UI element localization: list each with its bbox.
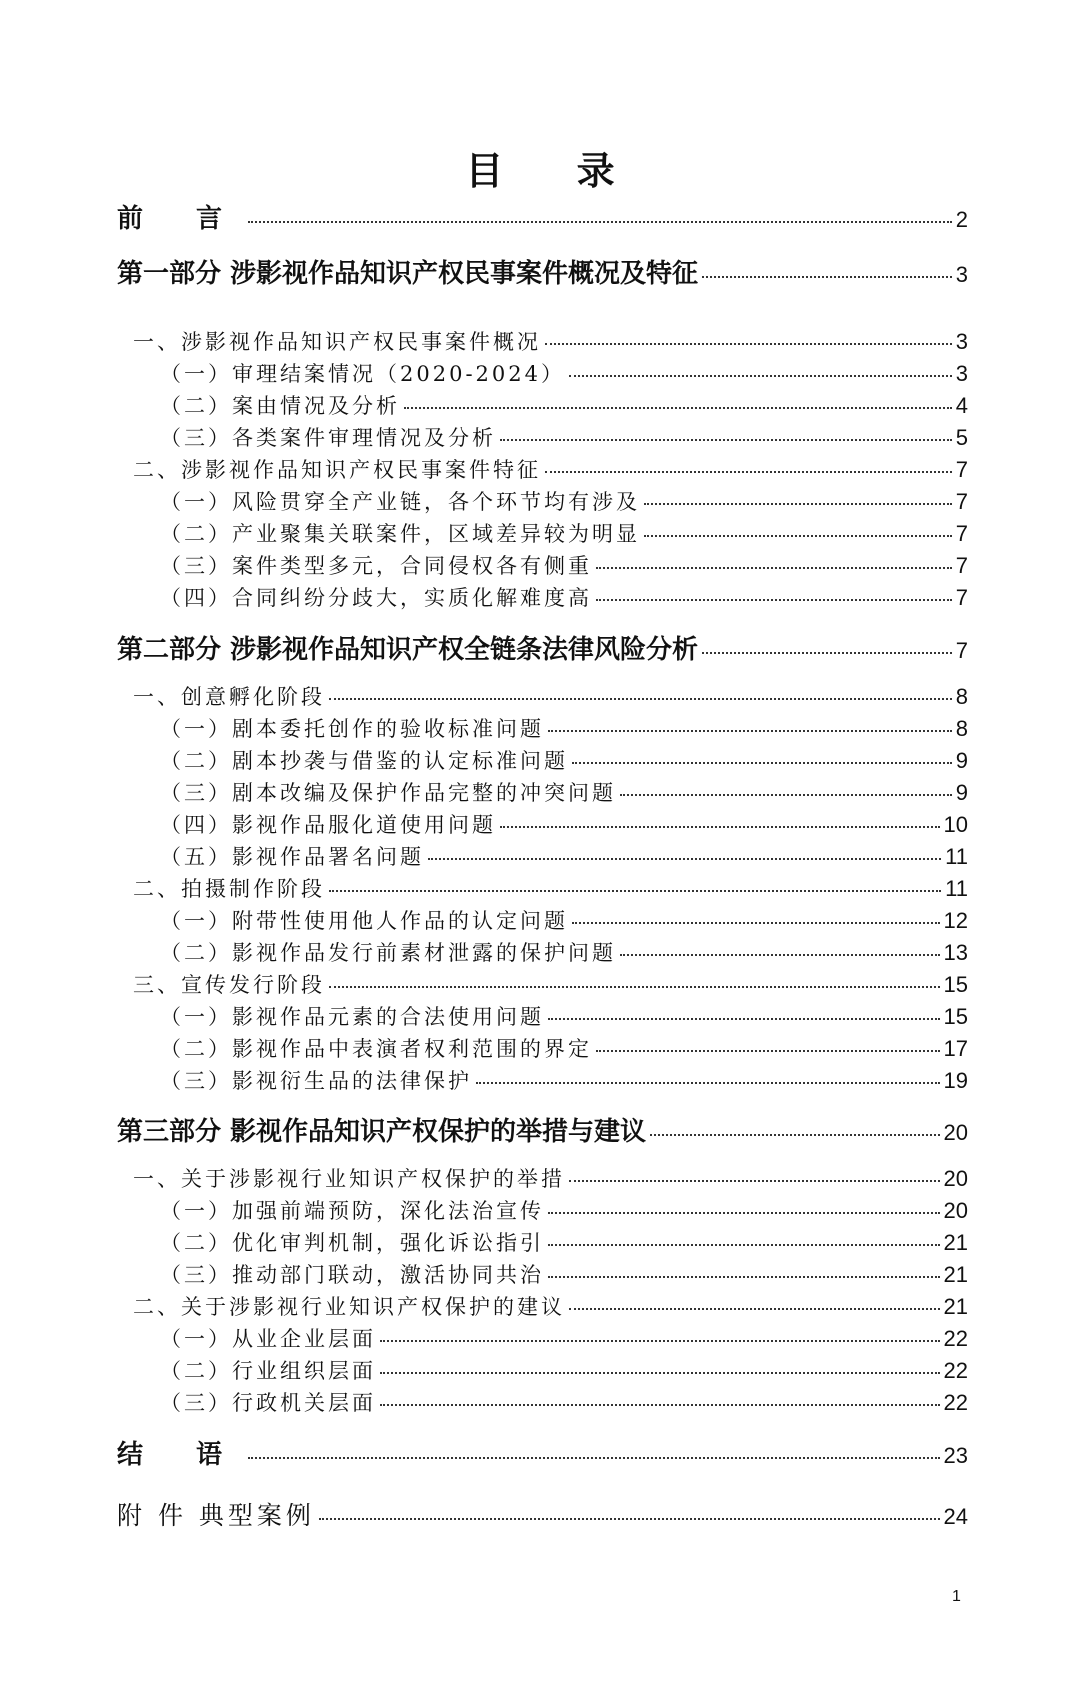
toc-entry-page: 22 bbox=[943, 1358, 968, 1383]
toc-entry-subsection[interactable] bbox=[160, 841, 968, 871]
toc-entry-label: 第三部分 影视作品知识产权保护的举措与建议 bbox=[117, 1117, 647, 1147]
toc-entry-subsection[interactable] bbox=[160, 1355, 968, 1385]
toc-entry-label: 附 件 典型案例 bbox=[117, 1501, 315, 1530]
toc-entry-page: 8 bbox=[955, 716, 968, 741]
toc-entry-subsection[interactable] bbox=[160, 518, 968, 548]
toc-entry-label: （三）剧本改编及保护作品完整的冲突问题 bbox=[160, 781, 616, 805]
toc-entry-subsection[interactable] bbox=[160, 550, 968, 580]
toc-entry-section[interactable] bbox=[133, 326, 968, 356]
toc-entry-label: 一、创意孵化阶段 bbox=[133, 685, 325, 709]
toc-entry-page: 9 bbox=[955, 748, 968, 773]
toc-entry-section[interactable] bbox=[133, 454, 968, 484]
toc-entry-subsection[interactable] bbox=[160, 1387, 968, 1417]
dot-leader bbox=[572, 762, 952, 764]
toc-entry-page: 20 bbox=[943, 1198, 968, 1223]
toc-entry-page: 11 bbox=[945, 876, 968, 901]
toc-entry-subsection[interactable] bbox=[160, 713, 968, 743]
dot-leader bbox=[620, 794, 952, 796]
toc-entry-page: 19 bbox=[943, 1068, 968, 1093]
toc-entry-label: （三）行政机关层面 bbox=[160, 1391, 376, 1415]
toc-entry-label: （二）影视作品中表演者权利范围的界定 bbox=[160, 1037, 592, 1061]
toc-entry-part-2[interactable] bbox=[117, 629, 968, 666]
toc-entry-page: 20 bbox=[943, 1166, 968, 1191]
toc-entry-page: 21 bbox=[943, 1262, 968, 1287]
toc-entry-page: 4 bbox=[955, 393, 968, 418]
toc-entry-page: 17 bbox=[943, 1036, 968, 1061]
toc-entry-label: 第一部分 涉影视作品知识产权民事案件概况及特征 bbox=[117, 259, 699, 289]
toc-entry-label: （一）剧本委托创作的验收标准问题 bbox=[160, 717, 544, 741]
toc-entry-subsection[interactable] bbox=[160, 390, 968, 420]
dot-leader bbox=[329, 986, 940, 988]
toc-entry-label: （二）影视作品发行前素材泄露的保护问题 bbox=[160, 941, 616, 965]
dot-leader bbox=[702, 652, 952, 654]
toc-entry-section[interactable] bbox=[133, 873, 968, 903]
dot-leader bbox=[319, 1518, 940, 1520]
toc-entry-label: 结 语 bbox=[117, 1440, 245, 1470]
toc-entry-section[interactable] bbox=[133, 1291, 968, 1321]
dot-leader bbox=[548, 1212, 940, 1214]
dot-leader bbox=[248, 221, 952, 223]
toc-entry-page: 3 bbox=[955, 262, 968, 287]
dot-leader bbox=[569, 1180, 940, 1182]
toc-entry-subsection[interactable] bbox=[160, 486, 968, 516]
toc-entry-page: 24 bbox=[943, 1504, 968, 1529]
toc-entry-page: 7 bbox=[955, 521, 968, 546]
dot-leader bbox=[404, 407, 952, 409]
toc-entry-page: 7 bbox=[955, 553, 968, 578]
toc-entry-page: 7 bbox=[955, 457, 968, 482]
dot-leader bbox=[428, 858, 941, 860]
toc-entry-subsection[interactable] bbox=[160, 1227, 968, 1257]
toc-entry-label: 二、拍摄制作阶段 bbox=[133, 877, 325, 901]
toc-entry-subsection[interactable] bbox=[160, 809, 968, 839]
dot-leader bbox=[620, 954, 940, 956]
toc-entry-conclusion[interactable] bbox=[117, 1434, 968, 1471]
toc-entry-page: 7 bbox=[955, 489, 968, 514]
toc-entry-label: （三）案件类型多元，合同侵权各有侧重 bbox=[160, 554, 592, 578]
dot-leader bbox=[248, 1457, 939, 1459]
toc-entry-label: 第二部分 涉影视作品知识产权全链条法律风险分析 bbox=[117, 635, 699, 665]
toc-entry-label: （二）行业组织层面 bbox=[160, 1359, 376, 1383]
toc-entry-page: 7 bbox=[955, 638, 968, 663]
toc-entry-label: （四）合同纠纷分歧大，实质化解难度高 bbox=[160, 586, 592, 610]
toc-entry-subsection[interactable] bbox=[160, 937, 968, 967]
toc-entry-page: 2 bbox=[955, 207, 968, 232]
toc-entry-page: 8 bbox=[955, 684, 968, 709]
toc-entry-label: （四）影视作品服化道使用问题 bbox=[160, 813, 496, 837]
toc-entry-subsection[interactable] bbox=[160, 745, 968, 775]
dot-leader bbox=[380, 1340, 940, 1342]
toc-entry-subsection[interactable] bbox=[160, 582, 968, 612]
dot-leader bbox=[569, 1308, 940, 1310]
toc-entry-label: 二、涉影视作品知识产权民事案件特征 bbox=[133, 458, 541, 482]
toc-entry-subsection[interactable] bbox=[160, 1259, 968, 1289]
toc-entry-page: 21 bbox=[943, 1294, 968, 1319]
toc-entry-subsection[interactable] bbox=[160, 1033, 968, 1063]
toc-entry-page: 15 bbox=[943, 972, 968, 997]
dot-leader bbox=[596, 599, 952, 601]
toc-entry-label: （一）风险贯穿全产业链，各个环节均有涉及 bbox=[160, 490, 640, 514]
toc-entry-page: 22 bbox=[943, 1390, 968, 1415]
toc-entry-page: 23 bbox=[943, 1443, 968, 1468]
dot-leader bbox=[644, 503, 952, 505]
toc-entry-label: 前 言 bbox=[117, 204, 245, 234]
toc-entry-label: 二、关于涉影视行业知识产权保护的建议 bbox=[133, 1295, 565, 1319]
toc-entry-subsection[interactable] bbox=[160, 1065, 968, 1095]
toc-entry-label: （一）影视作品元素的合法使用问题 bbox=[160, 1005, 544, 1029]
dot-leader bbox=[572, 922, 940, 924]
dot-leader bbox=[545, 471, 952, 473]
toc-entry-label: （二）优化审判机制，强化诉讼指引 bbox=[160, 1231, 544, 1255]
toc-entry-label: 三、宣传发行阶段 bbox=[133, 973, 325, 997]
toc-entry-appendix[interactable] bbox=[117, 1496, 968, 1532]
toc-entry-preface[interactable] bbox=[117, 198, 968, 235]
toc-entry-subsection[interactable] bbox=[160, 1195, 968, 1225]
dot-leader bbox=[548, 1244, 940, 1246]
toc-entry-section[interactable] bbox=[133, 1163, 968, 1193]
dot-leader bbox=[380, 1404, 940, 1406]
toc-entry-page: 13 bbox=[943, 940, 968, 965]
toc-entry-label: （三）各类案件审理情况及分析 bbox=[160, 426, 496, 450]
toc-entry-label: （一）附带性使用他人作品的认定问题 bbox=[160, 909, 568, 933]
dot-leader bbox=[545, 343, 952, 345]
toc-entry-subsection[interactable] bbox=[160, 358, 968, 388]
dot-leader bbox=[650, 1134, 939, 1136]
toc-entry-page: 20 bbox=[943, 1120, 968, 1145]
toc-entry-subsection[interactable] bbox=[160, 777, 968, 807]
toc-entry-page: 15 bbox=[943, 1004, 968, 1029]
dot-leader bbox=[500, 439, 952, 441]
toc-entry-section[interactable] bbox=[133, 969, 968, 999]
toc-entry-page: 3 bbox=[955, 329, 968, 354]
toc-entry-page: 10 bbox=[943, 812, 968, 837]
toc-entry-label: （三）推动部门联动，激活协同共治 bbox=[160, 1263, 544, 1287]
toc-entry-page: 9 bbox=[955, 780, 968, 805]
dot-leader bbox=[702, 276, 952, 278]
toc-entry-part-3[interactable] bbox=[117, 1111, 968, 1148]
toc-entry-part-1[interactable] bbox=[117, 253, 968, 290]
toc-entry-subsection[interactable] bbox=[160, 905, 968, 935]
toc-entry-label: （二）剧本抄袭与借鉴的认定标准问题 bbox=[160, 749, 568, 773]
page-number: 1 bbox=[952, 1588, 961, 1605]
dot-leader bbox=[644, 535, 952, 537]
dot-leader bbox=[476, 1082, 940, 1084]
toc-entry-label: （五）影视作品署名问题 bbox=[160, 845, 424, 869]
toc-entry-label: （三）影视衍生品的法律保护 bbox=[160, 1069, 472, 1093]
toc-entry-page: 11 bbox=[945, 844, 968, 869]
dot-leader bbox=[569, 375, 952, 377]
dot-leader bbox=[500, 826, 940, 828]
toc-entry-label: （二）案由情况及分析 bbox=[160, 394, 400, 418]
dot-leader bbox=[329, 698, 952, 700]
toc-entry-page: 7 bbox=[955, 585, 968, 610]
toc-entry-subsection[interactable] bbox=[160, 1323, 968, 1353]
toc-entry-subsection[interactable] bbox=[160, 422, 968, 452]
dot-leader bbox=[548, 1018, 940, 1020]
dot-leader bbox=[596, 1050, 940, 1052]
dot-leader bbox=[596, 567, 952, 569]
toc-entry-label: （一）从业企业层面 bbox=[160, 1327, 376, 1351]
dot-leader bbox=[548, 730, 952, 732]
toc-entry-page: 5 bbox=[955, 425, 968, 450]
toc-entry-label: （一）加强前端预防，深化法治宣传 bbox=[160, 1199, 544, 1223]
toc-entry-label: 一、涉影视作品知识产权民事案件概况 bbox=[133, 330, 541, 354]
page-title: 目 录 bbox=[465, 149, 645, 193]
toc-entry-page: 3 bbox=[955, 361, 968, 386]
toc-entry-page: 21 bbox=[943, 1230, 968, 1255]
toc-entry-label: （二）产业聚集关联案件，区域差异较为明显 bbox=[160, 522, 640, 546]
toc-entry-page: 12 bbox=[943, 908, 968, 933]
toc-entry-label: （一）审理结案情况（2020-2024） bbox=[160, 362, 565, 386]
dot-leader bbox=[329, 890, 941, 892]
toc-entry-section[interactable] bbox=[133, 681, 968, 711]
toc-entry-label: 一、关于涉影视行业知识产权保护的举措 bbox=[133, 1167, 565, 1191]
dot-leader bbox=[380, 1372, 940, 1374]
toc-entry-page: 22 bbox=[943, 1326, 968, 1351]
dot-leader bbox=[548, 1276, 940, 1278]
toc-entry-subsection[interactable] bbox=[160, 1001, 968, 1031]
